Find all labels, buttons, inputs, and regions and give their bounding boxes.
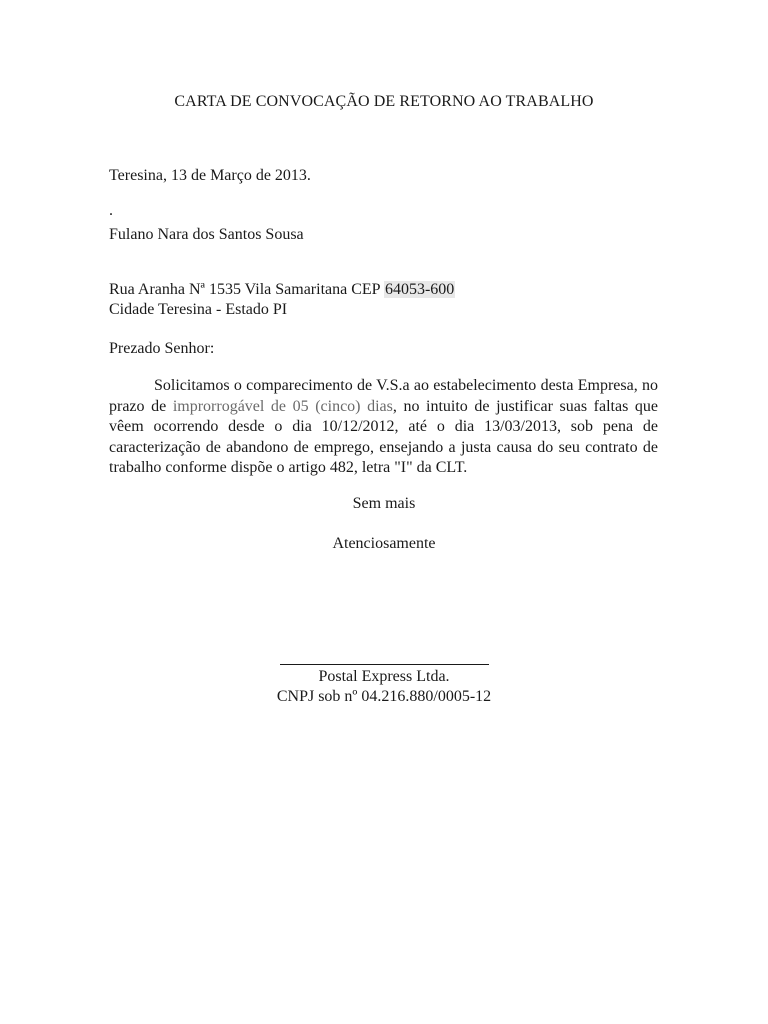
body-text-deadline: improrrogável de 05 (cinco) dias xyxy=(172,397,393,415)
letter-title: CARTA DE CONVOCAÇÃO DE RETORNO AO TRABALHO xyxy=(174,93,594,110)
letter-body xyxy=(109,376,658,479)
company-name: Postal Express Ltda. xyxy=(318,668,450,685)
body-text-1: Solicitamos o comparecimento de V.S.a ao estabelecimento desta Empresa, no prazo de xyxy=(109,377,658,415)
closing-atenciosamente: Atenciosamente xyxy=(332,535,436,552)
date-line: Teresina, 13 de Março de 2013. xyxy=(109,167,311,184)
recipient-name: Fulano Nara dos Santos Sousa xyxy=(109,226,304,243)
company-cnpj: CNPJ sob nº 04.216.880/0005-12 xyxy=(276,688,492,705)
closing-sem-mais: Sem mais xyxy=(352,495,416,512)
salutation: Prezado Senhor: xyxy=(109,340,215,357)
address-line-2: Cidade Teresina - Estado PI xyxy=(109,301,288,318)
body-text-2: , no intuito de justificar suas faltas que vêem ocorrendo desde o dia 10/12/2012, até o dia 13/03/2013, sob pena de caracterização de abandono de emprego, ensejando a justa causa do seu contrato de trabalho conforme dispõe o artigo 482, letra "I" da CLT. xyxy=(109,397,659,476)
separator-dot: . xyxy=(109,202,113,219)
address-street: Rua Aranha Nª 1535 Vila Samaritana CEP xyxy=(109,281,384,298)
signature-line xyxy=(280,664,489,665)
address-cep: 64053-600 xyxy=(384,281,455,298)
address-line-1 xyxy=(109,280,455,300)
